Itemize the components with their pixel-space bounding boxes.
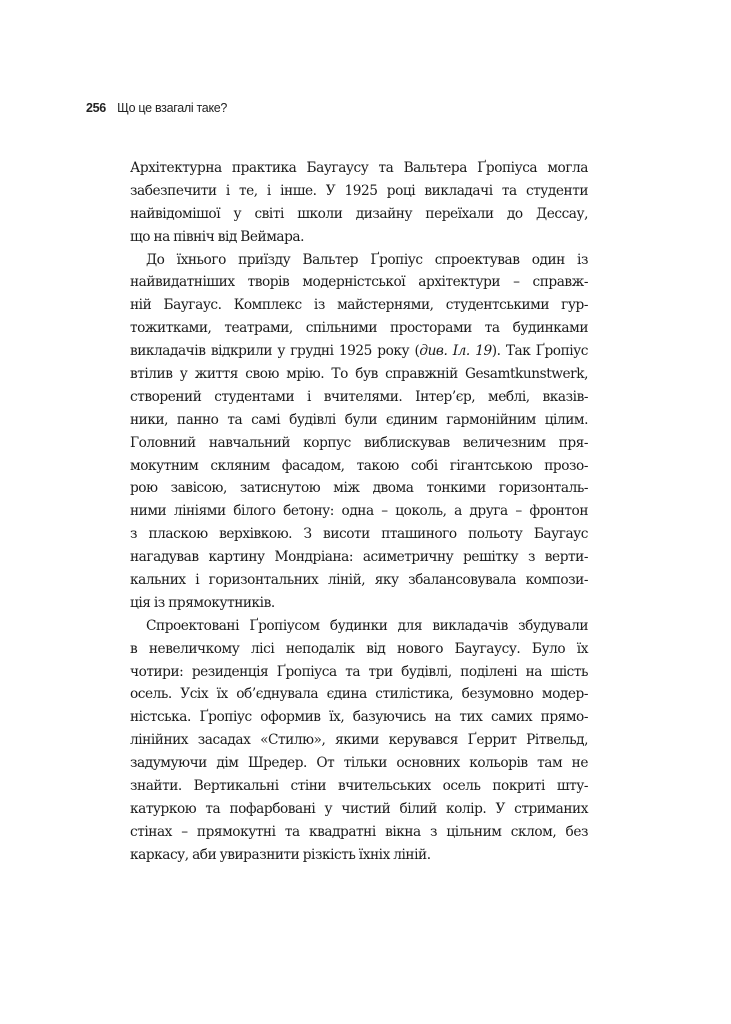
text-line: кальних і горизонтальних ліній, яку збалансовувала компози- bbox=[130, 572, 588, 589]
text-line: найвидатніших творів модерністської архітектури – справж- bbox=[130, 274, 588, 291]
text-line: ними лініями білого бетону: одна – цоколь, а друга – фронтон bbox=[130, 503, 588, 520]
paragraph-1 bbox=[130, 157, 588, 249]
text-line: тожитками, театрами, спільними просторами та будинками bbox=[130, 320, 588, 337]
paragraph-2 bbox=[130, 249, 588, 615]
running-header bbox=[86, 101, 227, 115]
text-line: втілив у життя свою мрію. То був справжній Gesamtkunstwerk, bbox=[130, 366, 588, 383]
text-line: лінійних засадах «Стилю», якими керувався Ґеррит Рітвельд, bbox=[130, 732, 588, 749]
text-segment: викладачів відкрили у грудні 1925 року ( bbox=[130, 343, 420, 360]
text-line: в невеличкому лісі неподалік від нового Баугаусу. Було їх bbox=[130, 640, 588, 657]
text-line: забезпечити і те, і інше. У 1925 році викладачі та студенти bbox=[130, 182, 588, 199]
text-line: ники, панно та самі будівлі були єдиним гармонійним цілим. bbox=[130, 411, 588, 428]
text-line: ній Баугаус. Комплекс із майстернями, студентськими гур- bbox=[130, 297, 588, 314]
body-text bbox=[130, 157, 588, 867]
text-line: нагадував картину Мондріана: асиметричну решітку з верти- bbox=[130, 549, 588, 566]
text-line: Головний навчальний корпус виблискував величезним пря- bbox=[130, 434, 588, 451]
text-line: Спроектовані Ґропіусом будинки для викладачів збудували bbox=[146, 617, 588, 634]
text-line: найвідомішої у світі школи дизайну переїхали до Дессау, bbox=[130, 205, 588, 222]
text-line: чотири: резиденція Ґропіуса та три будівлі, поділені на шість bbox=[130, 663, 588, 680]
text-line: катуркою та пофарбовані у чистий білий колір. У стриманих bbox=[130, 800, 588, 817]
text-line: з пласкою верхівкою. З висоти пташиного польоту Баугаус bbox=[130, 526, 588, 543]
running-title: Що це взагалі таке? bbox=[117, 101, 228, 115]
text-line: До їхнього приїзду Вальтер Ґропіус спроектував один із bbox=[146, 251, 588, 268]
page-number: 256 bbox=[86, 101, 106, 115]
text-line: задумуючи дім Шредер. От тільки основних кольорів там не bbox=[130, 755, 588, 772]
text-line: осель. Усіх їх об’єднувала єдина стилістика, безумовно модер- bbox=[130, 686, 588, 703]
text-line: Архітектурна практика Баугаусу та Вальтера Ґропіуса могла bbox=[130, 160, 588, 176]
text-line: що на північ від Веймара. bbox=[130, 228, 305, 245]
text-line: каркасу, аби увиразнити різкість їхніх ліній. bbox=[130, 846, 431, 863]
text-line-with-figure-ref bbox=[130, 340, 588, 363]
text-line: рою завісою, затиснутою між двома тонкими горизонталь- bbox=[130, 480, 588, 497]
text-segment: ). Так Ґропіус bbox=[491, 343, 588, 360]
text-line: ністська. Ґропіус оформив їх, базуючись на тих самих прямо- bbox=[130, 709, 588, 726]
text-line: знайти. Вертикальні стіни вчительських осель покриті шту- bbox=[130, 778, 588, 795]
text-line: мокутним скляним фасадом, такою собі гігантською прозо- bbox=[130, 457, 588, 474]
text-line: ція із прямокутників. bbox=[130, 594, 275, 611]
figure-reference: див. Іл. 19 bbox=[419, 343, 492, 360]
paragraph-3 bbox=[130, 615, 588, 867]
text-line: створений студентами і вчителями. Інтер’єр, меблі, вказів- bbox=[130, 388, 588, 405]
text-line: стінах – прямокутні та квадратні вікна з цільним склом, без bbox=[130, 823, 588, 840]
